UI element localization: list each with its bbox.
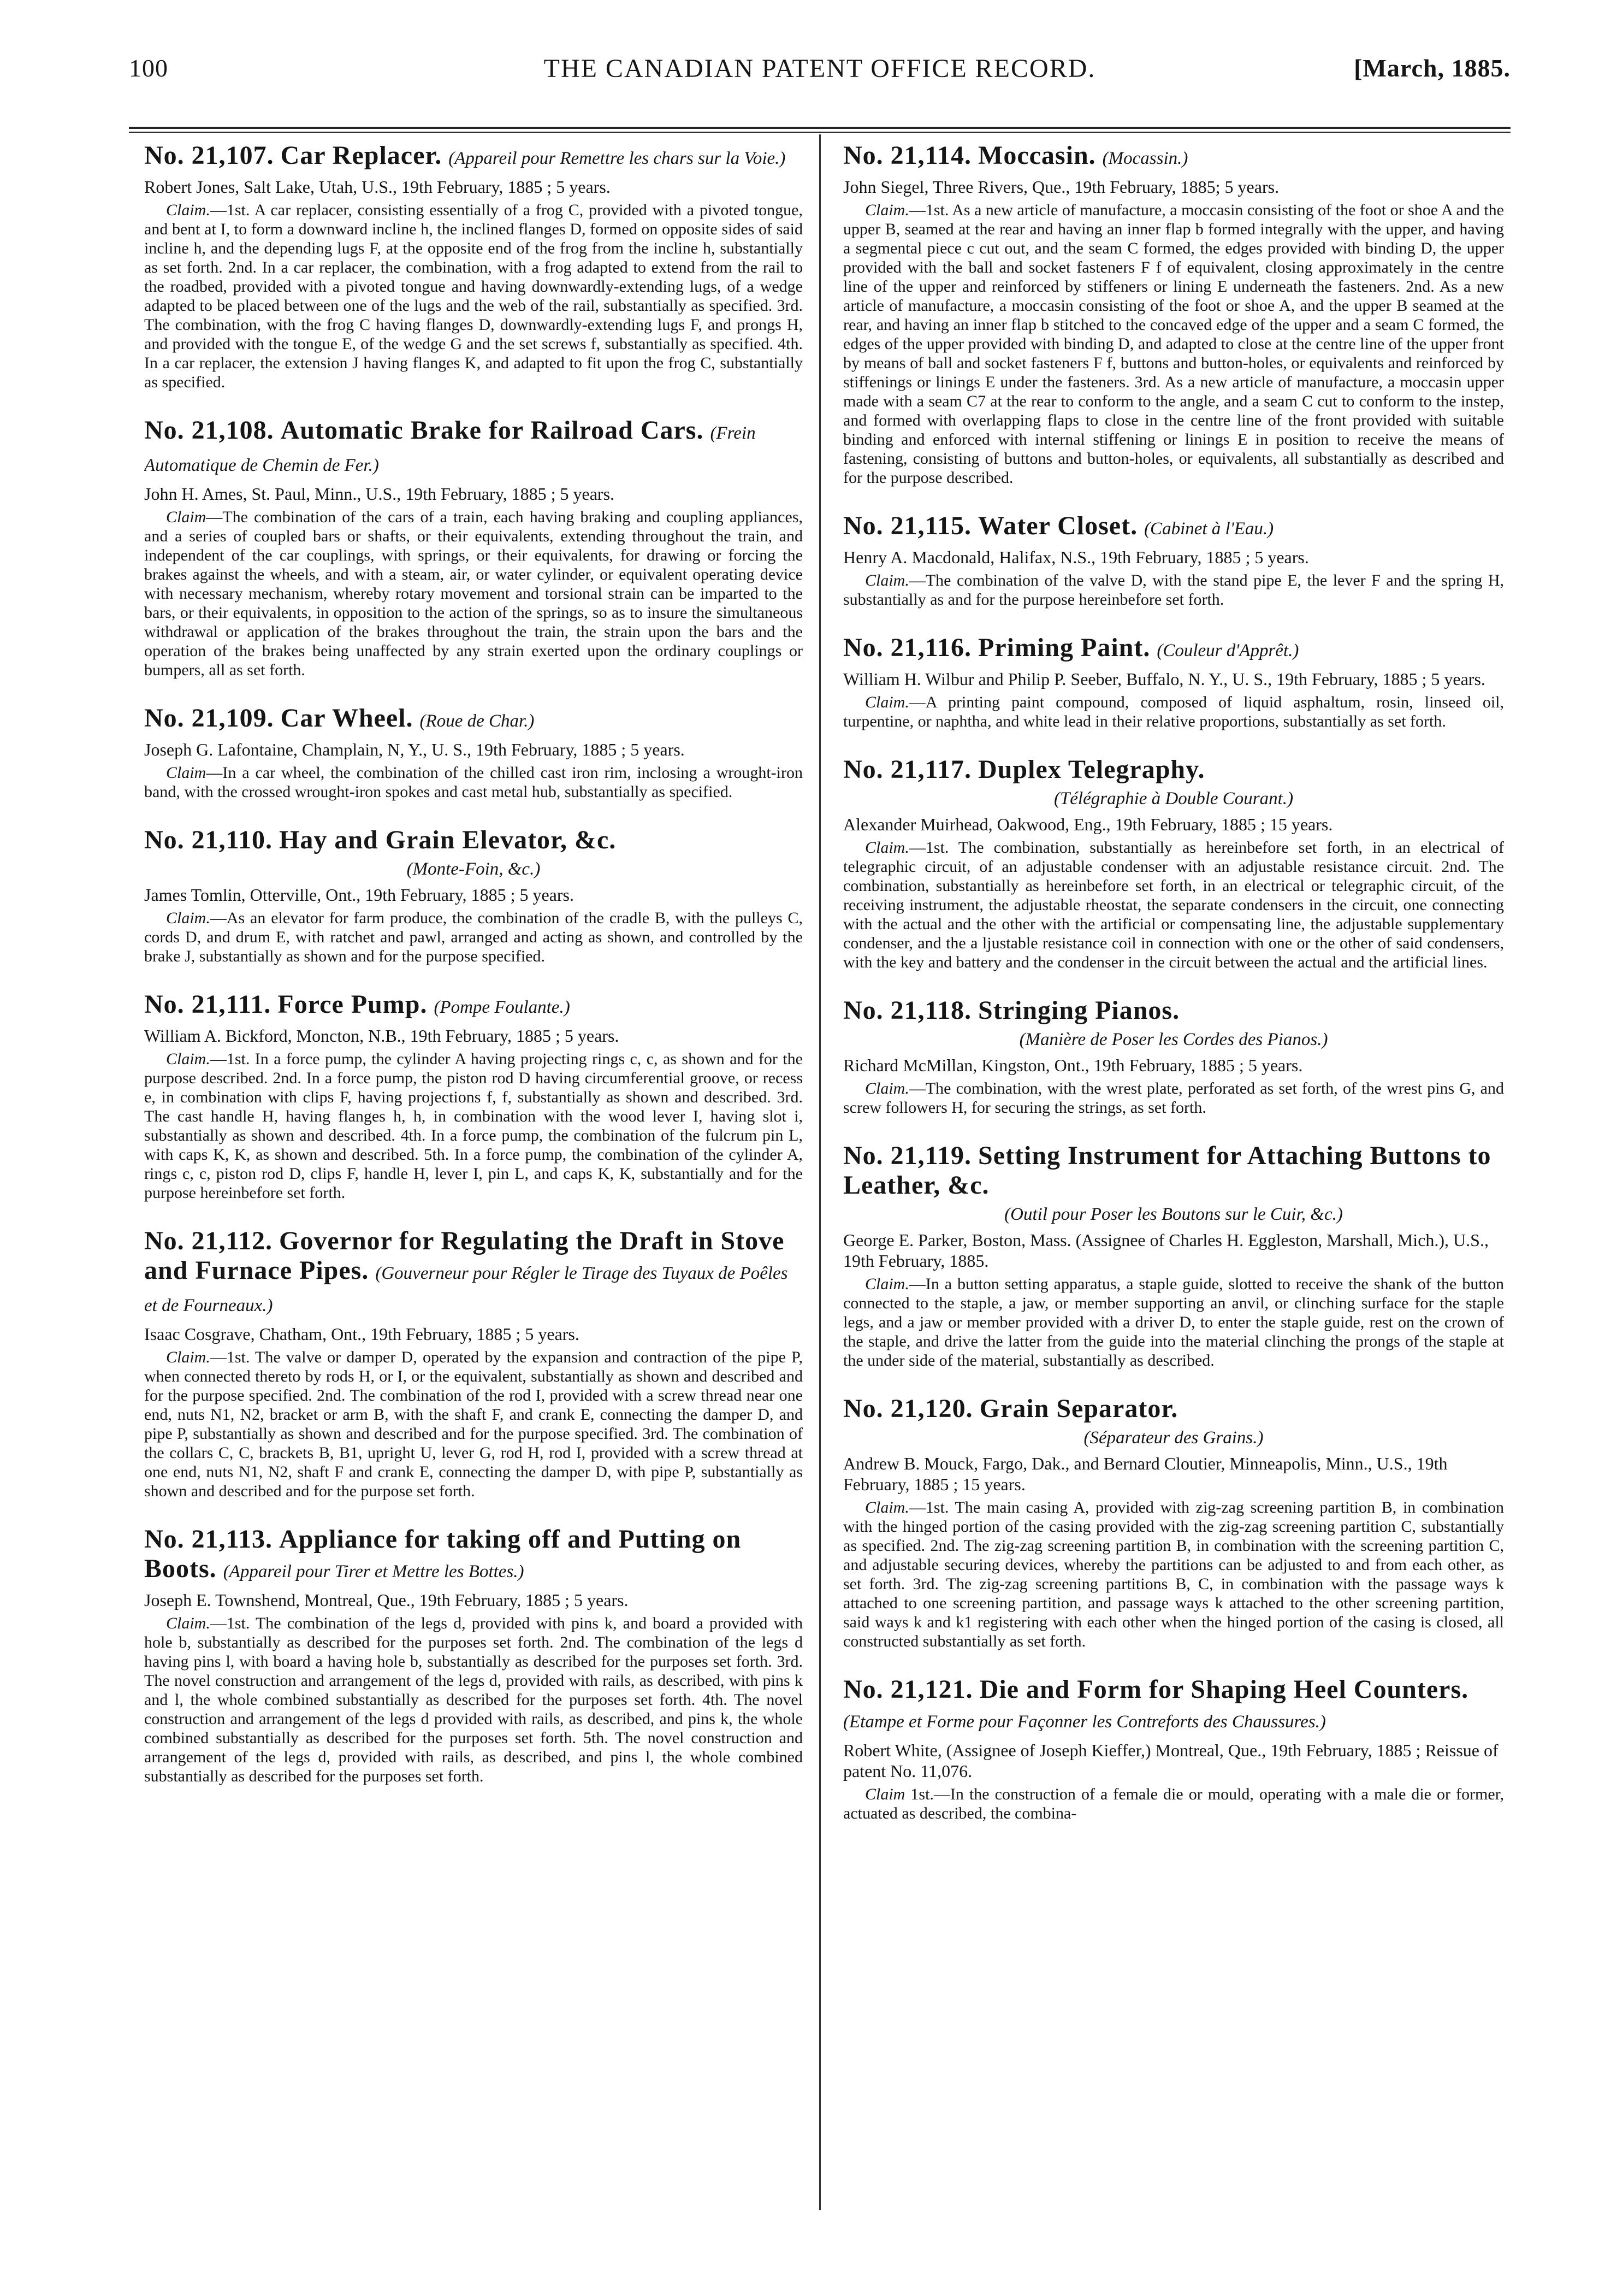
patent-number: No. 21,117. bbox=[843, 755, 972, 784]
claim-label: Claim. bbox=[865, 839, 909, 857]
claim-body: 1st.—In the construction of a female die or mould, operating with a male die or former, actuated as described, the combina- bbox=[843, 1785, 1504, 1822]
patent-number: No. 21,113. bbox=[144, 1525, 273, 1554]
patent-title: Governor for Regulating the Draft in Stove and Furnace Pipes. bbox=[144, 1226, 785, 1285]
publication-title: THE CANADIAN PATENT OFFICE RECORD. bbox=[543, 54, 1096, 83]
inventor-line: Andrew B. Mouck, Fargo, Dak., and Bernard Cloutier, Minneapolis, Minn., U.S., 19th February, 1885 ; 15 years. bbox=[843, 1454, 1448, 1494]
patent-number: No. 21,116. bbox=[843, 633, 972, 662]
claim-text bbox=[144, 200, 803, 392]
left-column bbox=[144, 141, 803, 2260]
claim-text bbox=[843, 1079, 1504, 1117]
claim-body: —1st. A car replacer, consisting essentially of a frog C, provided with a pivoted tongue, and bent at I, to form a downward incline h, the inclined flanges D, formed on opposite sides of said incline h, and the depending lugs F, at the opposite end of the frog from the incline h, substantially as set forth. 2nd. In a car replacer, the combination, with a frog adapted to extend from the rail to the roadbed, provided with a pivoted tongue and having downwardly-extending lugs, of a wedge adapted to be placed between one of the lugs and the web of the rail, substantially as specified. 3rd. The combination, with the frog C having flanges D, downwardly-extending lugs F, and prongs H, and provided with the tongue E, of the wedge G and the set screws f, substantially as specified. 4th. In a car replacer, the extension J having flanges K, and adapted to fit upon the frog C, substantially as specified. bbox=[144, 201, 803, 391]
patent-number: No. 21,121. bbox=[843, 1675, 973, 1704]
page-header bbox=[129, 54, 1511, 97]
patent-number: No. 21,119. bbox=[843, 1141, 972, 1170]
entry-heading bbox=[843, 755, 1504, 784]
patent-entry-21117 bbox=[843, 755, 1504, 972]
claim-body: —The combination of the cars of a train, each having braking and coupling appliances, and a series of coupled bars or shafts, or their equivalents, extending throughout the train, and independent of the car couplings, with springs, or their equivalents, for drawing or forcing the brakes against the wheels, and with a steam, air, or water cylinder, or equivalent operating device with necessary mechanism, whereby rotary movement and torsional strain can be imparted to the bars, or their equivalents, in opposition to the action of the springs, so as to insure the simultaneous withdrawal or application of the brakes throughout the train, the strain upon the bars and the operation of the brakes being unaffected by any strain exerted upon the ordinary couplings or bumpers, all as set forth. bbox=[144, 508, 803, 679]
french-title: (Appareil pour Tirer et Mettre les Bottes.) bbox=[223, 1562, 524, 1581]
patent-number: No. 21,114. bbox=[843, 141, 972, 170]
patent-title: Duplex Telegraphy. bbox=[978, 755, 1205, 784]
claim-text bbox=[843, 1498, 1504, 1651]
claim-label: Claim. bbox=[865, 1079, 909, 1097]
entry-heading bbox=[144, 416, 803, 480]
patent-entry-21110 bbox=[144, 825, 803, 966]
claim-text bbox=[144, 1348, 803, 1501]
inventor-line: William H. Wilbur and Philip P. Seeber, Buffalo, N. Y., U. S., 19th February, 1885 ; 5 years. bbox=[843, 669, 1485, 689]
patent-title: Grain Separator. bbox=[979, 1394, 1178, 1423]
claim-text bbox=[843, 1785, 1504, 1823]
patent-entry-21113 bbox=[144, 1525, 803, 1786]
header-rule bbox=[129, 127, 1511, 129]
entry-heading bbox=[843, 1394, 1504, 1424]
claim-label: Claim. bbox=[865, 693, 909, 711]
patent-entry-21121 bbox=[843, 1675, 1504, 1823]
inventor-line: Joseph G. Lafontaine, Champlain, N, Y., U. S., 19th February, 1885 ; 5 years. bbox=[144, 740, 685, 759]
entry-heading bbox=[144, 1226, 803, 1320]
claim-text bbox=[144, 1614, 803, 1786]
inventor-line: Robert White, (Assignee of Joseph Kieffer,) Montreal, Que., 19th February, 1885 ; Reissue of patent No. 11,076. bbox=[843, 1740, 1499, 1781]
inventor-line: John H. Ames, St. Paul, Minn., U.S., 19th February, 1885 ; 5 years. bbox=[144, 484, 615, 504]
claim-label: Claim bbox=[865, 1785, 905, 1803]
claim-label: Claim. bbox=[166, 1614, 210, 1632]
french-title: (Séparateur des Grains.) bbox=[1083, 1428, 1264, 1448]
claim-label: Claim. bbox=[865, 1275, 909, 1293]
patent-title: Setting Instrument for Attaching Buttons to Leather, &c. bbox=[843, 1141, 1491, 1200]
french-title: (Etampe et Forme pour Façonner les Contreforts des Chaussures.) bbox=[843, 1712, 1326, 1732]
french-title: (Mocassin.) bbox=[1102, 149, 1188, 168]
patent-number: No. 21,110. bbox=[144, 825, 273, 854]
entry-heading bbox=[843, 1675, 1504, 1737]
patent-number: No. 21,112. bbox=[144, 1226, 273, 1255]
claim-label: Claim. bbox=[865, 201, 909, 219]
header-rule-thin bbox=[129, 132, 1511, 133]
french-title: (Pompe Foulante.) bbox=[434, 998, 570, 1017]
patent-entry-21107 bbox=[144, 141, 803, 392]
entry-heading bbox=[843, 141, 1504, 173]
patent-entry-21118 bbox=[843, 996, 1504, 1117]
claim-body: —1st. As a new article of manufacture, a moccasin consisting of the foot or shoe A and the upper B, seamed at the rear and having an inner flap b formed integrally with the upper, and having a segmental piece c cut out, and the seam C formed, the edges provided with binding D, the upper provided with the ball and socket fasteners F f of equivalent, closing approximately in the centre line of the upper and reinforced by stiffeners or lining E underneath the fasteners. 2nd. As a new article of manufacture, a moccasin consisting of the foot or shoe A, and the upper B seamed at the rear, and having an inner flap b stitched to the concaved edge of the upper and a seam C formed, the edges of the upper provided with binding D, and adapted to close at the centre line of the upper front by means of ball and socket fasteners F f, buttons and button-holes, or equivalents and reinforced by stiffenings or linings E under the fasteners. 3rd. As a new article of manufacture, a moccasin upper made with a seam C7 at the rear to conform to the angle, and a seam C cut to conform to the instep, and formed with overlapping flaps to close in the centre line of the front provided with suitable binding and enforced with internal stiffening or linings E in position to receive the means of fastening, consisting of buttons and button-holes, or equivalents, all substantially as described and for the purpose described. bbox=[843, 201, 1504, 487]
patent-number: No. 21,111. bbox=[144, 990, 271, 1019]
patent-title: Water Closet. bbox=[978, 511, 1138, 540]
patent-number: No. 21,120. bbox=[843, 1394, 973, 1423]
inventor-line: William A. Bickford, Moncton, N.B., 19th February, 1885 ; 5 years. bbox=[144, 1026, 619, 1046]
claim-body: —1st. The main casing A, provided with zig-zag screening partition B, in combination with the hinged portion of the casing provided with the zig-zag screening partition C, substantially as specified. 2nd. The zig-zag screening partition B, in combination with the screening partition C, and adjustable securing devices, whereby the partitions can be adjusted to and from each other, as set forth. 3rd. The zig-zag screening partitions B, C, in combination with the passage ways k attached to one screening partition, and passage ways k attached to the other screening partition, said ways k and k1 registering with each other when the hinged portion of the casing is closed, all constructed substantially as set forth. bbox=[843, 1498, 1504, 1650]
patent-title: Priming Paint. bbox=[978, 633, 1151, 662]
issue-date: [March, 1885. bbox=[1354, 54, 1511, 82]
claim-body: —The combination, with the wrest plate, perforated as set forth, of the wrest pins G, and screw followers H, for securing the strings, as set forth. bbox=[843, 1079, 1504, 1117]
right-column bbox=[843, 141, 1504, 2260]
claim-label: Claim. bbox=[865, 1498, 909, 1516]
claim-body: —1st. The valve or damper D, operated by the expansion and contraction of the pipe P, when connected thereto by rods H, or I, or the equivalent, substantially as shown and described and for the purpose specified. 2nd. The combination of the rod I, provided with a screw thread near one end, nuts N1, N2, bracket or arm B, with the shaft F, and crank E, connecting the damper D, and pipe P, substantially as shown and described and for the purpose specified. 3rd. The combination of the collars C, C, brackets B, B1, upright U, lever G, rod H, rod I, provided with a screw thread at one end, nuts N1, N2, shaft F and crank E, connecting the damper D, with pipe P, substantially as shown and described and for the purpose set forth. bbox=[144, 1348, 803, 1500]
claim-label: Claim. bbox=[166, 201, 210, 219]
patent-number: No. 21,108. bbox=[144, 416, 274, 445]
patent-entry-21108 bbox=[144, 416, 803, 680]
inventor-line: James Tomlin, Otterville, Ont., 19th February, 1885 ; 5 years. bbox=[144, 885, 574, 905]
french-title: (Gouverneur pour Régler le Tirage des Tuyaux de Poêles et de Fourneaux.) bbox=[144, 1264, 788, 1315]
patent-title: Force Pump. bbox=[277, 990, 428, 1019]
patent-title: Stringing Pianos. bbox=[978, 996, 1180, 1025]
entry-heading bbox=[144, 704, 803, 736]
french-title: (Télégraphie à Double Courant.) bbox=[1053, 789, 1294, 808]
claim-text bbox=[144, 908, 803, 966]
patent-title: Moccasin. bbox=[978, 141, 1096, 170]
inventor-line: Alexander Muirhead, Oakwood, Eng., 19th February, 1885 ; 15 years. bbox=[843, 814, 1333, 834]
patent-entry-21115 bbox=[843, 511, 1504, 609]
french-title: (Cabinet à l'Eau.) bbox=[1144, 519, 1274, 539]
entry-heading bbox=[843, 996, 1504, 1025]
claim-label: Claim. bbox=[865, 571, 909, 589]
patent-entry-21109 bbox=[144, 704, 803, 801]
french-title: (Appareil pour Remettre les chars sur la Voie.) bbox=[448, 149, 786, 168]
claim-body: —1st. The combination of the legs d, provided with pins k, and board a provided with hole b, substantially as described for the purposes set forth. 2nd. The combination of the legs d having pins l, with board a having hole b, substantially as described for the purposes set forth. 3rd. The novel construction and arrangement of the legs d, provided with rails, as described, with pins k and l, the whole combined substantially as described for the purposes set forth. 4th. The novel construction and arrangement of the legs d provided with rails, as described, and pins k, the whole combined substantially as described for the purposes set forth. 5th. The novel construction and arrangement of the legs d, provided with rails, as described, and pins l, the whole combined substantially as described for the purposes set forth. bbox=[144, 1614, 803, 1785]
patent-number: No. 21,109. bbox=[144, 704, 274, 733]
french-title: (Outil pour Poser les Boutons sur le Cuir, &c.) bbox=[1004, 1205, 1343, 1224]
patent-entry-21116 bbox=[843, 633, 1504, 731]
claim-text bbox=[843, 838, 1504, 972]
claim-text bbox=[144, 507, 803, 680]
claim-body: —In a car wheel, the combination of the chilled cast iron rim, inclosing a wrought-iron band, with the crossed wrought-iron spokes and cast metal hub, substantially as specified. bbox=[144, 764, 803, 801]
patent-entry-21119 bbox=[843, 1141, 1504, 1370]
inventor-line: Joseph E. Townshend, Montreal, Que., 19th February, 1885 ; 5 years. bbox=[144, 1590, 629, 1610]
claim-label: Claim bbox=[166, 764, 206, 782]
entry-heading bbox=[843, 1141, 1504, 1200]
claim-label: Claim. bbox=[166, 1348, 210, 1366]
claim-text bbox=[843, 571, 1504, 609]
inventor-line: George E. Parker, Boston, Mass. (Assignee of Charles H. Eggleston, Marshall, Mich.), U.S., 19th February, 1885. bbox=[843, 1230, 1489, 1271]
claim-label: Claim bbox=[166, 508, 206, 526]
patent-entry-21112 bbox=[144, 1226, 803, 1501]
claim-text bbox=[144, 1049, 803, 1202]
patent-number: No. 21,107. bbox=[144, 141, 274, 170]
entry-heading bbox=[843, 511, 1504, 544]
inventor-line: Henry A. Macdonald, Halifax, N.S., 19th February, 1885 ; 5 years. bbox=[843, 547, 1309, 567]
claim-label: Claim. bbox=[166, 1050, 210, 1068]
inventor-line: Richard McMillan, Kingston, Ont., 19th February, 1885 ; 5 years. bbox=[843, 1055, 1303, 1075]
french-title: (Frein Automatique de Chemin de Fer.) bbox=[144, 423, 756, 475]
entry-heading bbox=[843, 633, 1504, 665]
patent-entry-21111 bbox=[144, 990, 803, 1202]
claim-label: Claim. bbox=[166, 909, 210, 927]
patent-entry-21120 bbox=[843, 1394, 1504, 1651]
inventor-line: Isaac Cosgrave, Chatham, Ont., 19th February, 1885 ; 5 years. bbox=[144, 1324, 579, 1344]
claim-body: —In a button setting apparatus, a staple guide, slotted to receive the shank of the button connected to the staple, a jaw, or member supporting an anvil, or clinching surface for the staple legs, and a jaw or member provided with a driver D, to enter the staple guide, rest on the crown of the staple, and drive the latter from the guide into the material clinching the prongs of the staple at the under side of the material, substantially as described. bbox=[843, 1275, 1504, 1370]
french-title: (Roue de Char.) bbox=[419, 711, 535, 731]
entry-heading bbox=[144, 990, 803, 1022]
inventor-line: John Siegel, Three Rivers, Que., 19th February, 1885; 5 years. bbox=[843, 177, 1280, 197]
patent-entry-21114 bbox=[843, 141, 1504, 487]
claim-body: —A printing paint compound, composed of liquid asphaltum, rosin, linseed oil, turpentine, or naphtha, and white lead in their relative proportions, substantially as set forth. bbox=[843, 693, 1504, 730]
patent-title: Car Wheel. bbox=[280, 704, 413, 733]
claim-body: —As an elevator for farm produce, the combination of the cradle B, with the pulleys C, cords D, and drum E, with ratchet and pawl, arranged and acting as shown, and controlled by the brake J, substantially as shown and for the purpose specified. bbox=[144, 909, 803, 965]
patent-title: Die and Form for Shaping Heel Counters. bbox=[979, 1675, 1469, 1704]
french-title: (Manière de Poser les Cordes des Pianos.) bbox=[1019, 1030, 1328, 1049]
french-title: (Couleur d'Apprêt.) bbox=[1157, 641, 1299, 660]
patent-number: No. 21,115. bbox=[843, 511, 972, 540]
entry-heading bbox=[144, 825, 803, 855]
patent-title: Automatic Brake for Railroad Cars. bbox=[280, 416, 704, 445]
entry-heading bbox=[144, 141, 803, 173]
patent-number: No. 21,118. bbox=[843, 996, 972, 1025]
claim-body: —1st. The combination, substantially as hereinbefore set forth, in an electrical of telegraphic circuit, of an adjustable condenser with an adjustable resistance circuit. 2nd. The combination, substantially as hereinbefore set forth, in an electrical or telegraphic circuit, of the receiving instrument, the adjustable rheostat, the separate condensers in the circuit, one connecting with the actual and the other with the artificial or compensating line, the adjustable supplementary condenser, and the a ljustable resistance coil in connection with one or the other of said condensers, with the key and battery and the condenser in the circuit between the actual and the artificial lines. bbox=[843, 839, 1504, 971]
patent-title: Hay and Grain Elevator, &c. bbox=[279, 825, 617, 854]
entry-heading bbox=[144, 1525, 803, 1586]
claim-text bbox=[843, 1274, 1504, 1370]
claim-body: —The combination of the valve D, with the stand pipe E, the lever F and the spring H, substantially as and for the purpose hereinbefore set forth. bbox=[843, 571, 1504, 609]
column-divider bbox=[819, 134, 821, 2210]
patent-title: Appliance for taking off and Putting on Boots. bbox=[144, 1525, 742, 1583]
claim-body: —1st. In a force pump, the cylinder A having projecting rings c, c, as shown and for the purpose described. 2nd. In a force pump, the piston rod D having circumferential groove, or recess e, in combination with clips F, having projections f, f, substantially as shown and described. 3rd. The cast handle H, having flanges h, h, in combination with the wood lever I, having slot i, substantially as shown and described. 4th. In a force pump, the combination of the fulcrum pin L, with caps K, K, as shown and described. 5th. In a force pump, the combination of the cylinder A, rings c, c, piston rod D, clips F, handle H, lever I, pin L, and caps K, K, substantially and for the purpose hereinbefore set forth. bbox=[144, 1050, 803, 1202]
patent-title: Car Replacer. bbox=[280, 141, 442, 170]
french-title: (Monte-Foin, &c.) bbox=[406, 859, 541, 879]
claim-text bbox=[843, 693, 1504, 731]
inventor-line: Robert Jones, Salt Lake, Utah, U.S., 19th February, 1885 ; 5 years. bbox=[144, 177, 611, 197]
claim-text bbox=[144, 763, 803, 801]
page-number: 100 bbox=[129, 54, 168, 82]
claim-text bbox=[843, 200, 1504, 487]
